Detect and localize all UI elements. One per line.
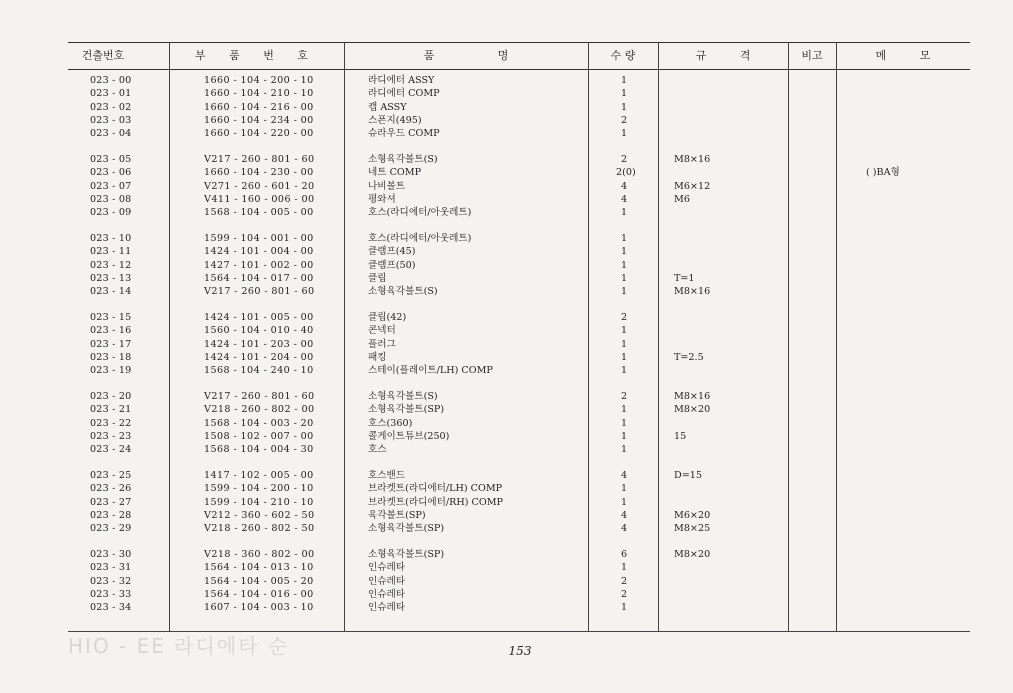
part-name-cell: 스폰지(495) — [368, 114, 422, 126]
part-number-cell: V271 - 260 - 601 - 20 — [204, 180, 315, 192]
table-row — [68, 496, 970, 509]
part-name-cell: 인슈레타 — [368, 575, 406, 587]
table-row — [68, 114, 970, 127]
figure-number-cell: 023 - 15 — [90, 312, 132, 323]
parts-table — [68, 42, 970, 70]
quantity-cell: 1 — [620, 272, 628, 284]
part-number-cell: V218 - 260 - 802 - 50 — [204, 523, 315, 535]
quantity-cell: 2 — [620, 588, 628, 600]
part-name-cell: 호스(라디에터/아웃레트) — [368, 233, 472, 244]
figure-number-cell: 023 - 29 — [90, 523, 132, 535]
part-name-cell: 브라켓트(라디에터/RH) COMP — [368, 496, 503, 508]
quantity-cell: 1 — [620, 444, 628, 456]
part-number-cell: 1568 - 104 - 005 - 00 — [204, 207, 314, 219]
figure-number-cell: 023 - 34 — [90, 602, 132, 614]
table-row — [68, 403, 970, 416]
table-row — [68, 74, 970, 87]
spec-cell: M8×20 — [674, 549, 711, 560]
part-number-cell: V217 - 260 - 801 - 60 — [204, 154, 315, 165]
table-row — [68, 522, 970, 535]
part-number-cell: 1660 - 104 - 200 - 10 — [204, 75, 314, 86]
table-row — [68, 245, 970, 258]
part-number-cell: 1660 - 104 - 234 - 00 — [204, 114, 314, 126]
figure-number-cell: 023 - 19 — [90, 365, 132, 377]
part-name-cell: 플러그 — [368, 338, 396, 350]
part-name-cell: 스테이(플레이트/LH) COMP — [368, 365, 493, 377]
part-name-cell: 클램프(50) — [368, 259, 416, 271]
part-number-cell: 1427 - 101 - 002 - 00 — [204, 259, 314, 271]
part-number-cell: 1560 - 104 - 010 - 40 — [204, 325, 314, 337]
table-row — [68, 430, 970, 443]
spec-cell: M6×12 — [674, 180, 711, 192]
table-row — [68, 548, 970, 561]
table-row — [68, 351, 970, 364]
part-number-cell: 1424 - 101 - 204 - 00 — [204, 351, 314, 363]
part-number-cell: 1568 - 104 - 240 - 10 — [204, 365, 314, 377]
quantity-cell: 1 — [620, 365, 628, 377]
part-name-cell: 콜게이트튜브(250) — [368, 430, 450, 442]
quantity-cell: 1 — [620, 417, 628, 429]
quantity-cell: 2 — [620, 391, 628, 402]
quantity-cell: 1 — [620, 602, 628, 614]
figure-number-cell: 023 - 20 — [90, 391, 132, 402]
part-name-cell: 소형육각볼트(S) — [368, 391, 438, 402]
table-row — [68, 364, 970, 377]
quantity-cell: 1 — [620, 101, 628, 113]
figure-number-cell: 023 - 27 — [90, 496, 132, 508]
table-row — [68, 127, 970, 140]
quantity-cell: 2 — [620, 154, 628, 165]
part-name-cell: 클립(42) — [368, 312, 407, 323]
part-name-cell: 나비볼트 — [368, 180, 406, 192]
spec-cell: M8×16 — [674, 286, 711, 298]
figure-number-cell: 023 - 23 — [90, 430, 132, 442]
part-number-cell: V411 - 160 - 006 - 00 — [204, 193, 315, 205]
quantity-cell: 2 — [620, 575, 628, 587]
quantity-cell: 1 — [620, 562, 628, 574]
part-name-cell: 인슈레타 — [368, 588, 406, 600]
part-name-cell: 슈라우드 COMP — [368, 128, 440, 140]
figure-number-cell: 023 - 00 — [90, 75, 132, 86]
part-number-cell: 1660 - 104 - 220 - 00 — [204, 128, 314, 140]
quantity-cell: 1 — [620, 338, 628, 350]
quantity-cell: 4 — [620, 523, 628, 535]
quantity-cell: 2 — [620, 114, 628, 126]
part-number-cell: V218 - 260 - 802 - 00 — [204, 404, 315, 416]
table-row — [68, 101, 970, 114]
quantity-cell: 4 — [620, 193, 628, 205]
quantity-cell: 6 — [620, 549, 628, 560]
table-row — [68, 601, 970, 614]
figure-number-cell: 023 - 24 — [90, 444, 132, 456]
figure-number-cell: 023 - 11 — [90, 246, 132, 258]
figure-number-cell: 023 - 09 — [90, 207, 132, 219]
part-name-cell: 클립 — [368, 272, 387, 284]
figure-number-cell: 023 - 32 — [90, 575, 132, 587]
figure-number-cell: 023 - 22 — [90, 417, 132, 429]
part-number-cell: 1660 - 104 - 216 - 00 — [204, 101, 314, 113]
table-row — [68, 509, 970, 522]
table-row — [68, 575, 970, 588]
table-row — [68, 193, 970, 206]
part-name-cell: 콘넥터 — [368, 325, 396, 337]
part-number-cell: V218 - 360 - 802 - 00 — [204, 549, 315, 560]
figure-number-cell: 023 - 13 — [90, 272, 132, 284]
header-remarks: 비고 — [801, 49, 823, 62]
header-part-name: 품 명 — [423, 49, 509, 62]
part-number-cell: 1564 - 104 - 016 - 00 — [204, 588, 314, 600]
figure-number-cell: 023 - 06 — [90, 167, 132, 179]
part-name-cell: 소형육각볼트(S) — [368, 154, 438, 165]
header-memo: 메 모 — [875, 49, 931, 62]
figure-number-cell: 023 - 14 — [90, 286, 132, 298]
part-number-cell: 1660 - 104 - 230 - 00 — [204, 167, 314, 179]
quantity-cell: 4 — [620, 509, 628, 521]
figure-number-cell: 023 - 07 — [90, 180, 132, 192]
part-name-cell: 라디에터 COMP — [368, 88, 440, 100]
part-number-cell: 1564 - 104 - 005 - 20 — [204, 575, 314, 587]
quantity-cell: 1 — [620, 351, 628, 363]
figure-number-cell: 023 - 28 — [90, 509, 132, 521]
quantity-cell: 1 — [620, 88, 628, 100]
quantity-cell: 2(0) — [616, 167, 636, 179]
part-name-cell: 네트 COMP — [368, 167, 422, 179]
table-row — [68, 259, 970, 272]
spec-cell: M6×20 — [674, 509, 711, 521]
bleed-through-text: HIO - EE 라디에타 순 — [68, 634, 290, 658]
quantity-cell: 1 — [620, 325, 628, 337]
spec-cell: M8×16 — [674, 391, 711, 402]
part-name-cell: 호스 — [368, 444, 387, 456]
figure-number-cell: 023 - 03 — [90, 114, 132, 126]
part-name-cell: 인슈레타 — [368, 562, 406, 574]
table-row — [68, 324, 970, 337]
header-figure-number: 건출번호 — [81, 49, 125, 62]
memo-cell: ( )BA형 — [866, 167, 900, 179]
part-number-cell: 1599 - 104 - 210 - 10 — [204, 496, 314, 508]
figure-number-cell: 023 - 05 — [90, 154, 132, 165]
figure-number-cell: 023 - 02 — [90, 101, 132, 113]
table-row — [68, 232, 970, 245]
table-row — [68, 561, 970, 574]
part-number-cell: 1564 - 104 - 017 - 00 — [204, 272, 314, 284]
figure-number-cell: 023 - 33 — [90, 588, 132, 600]
figure-number-cell: 023 - 30 — [90, 549, 132, 560]
part-name-cell: 소형육각볼트(SP) — [368, 404, 445, 416]
figure-number-cell: 023 - 16 — [90, 325, 132, 337]
table-row — [68, 417, 970, 430]
part-name-cell: 라디에터 ASSY — [368, 75, 435, 86]
table-row — [68, 390, 970, 403]
figure-number-cell: 023 - 08 — [90, 193, 132, 205]
figure-number-cell: 023 - 17 — [90, 338, 132, 350]
spec-cell: D=15 — [674, 470, 702, 481]
part-number-cell: 1564 - 104 - 013 - 10 — [204, 562, 314, 574]
figure-number-cell: 023 - 26 — [90, 483, 132, 495]
table-row — [68, 166, 970, 179]
part-name-cell: 브라켓트(라디에터/LH) COMP — [368, 483, 503, 495]
part-name-cell: 인슈레타 — [368, 602, 406, 614]
part-number-cell: 1568 - 104 - 003 - 20 — [204, 417, 314, 429]
spec-cell: T=1 — [674, 272, 695, 284]
part-number-cell: 1424 - 101 - 004 - 00 — [204, 246, 314, 258]
header-spec: 규 격 — [695, 49, 751, 62]
table-row — [68, 206, 970, 219]
figure-number-cell: 023 - 04 — [90, 128, 132, 140]
table-row — [68, 285, 970, 298]
figure-number-cell: 023 - 18 — [90, 351, 132, 363]
spec-cell: M6 — [674, 193, 690, 205]
quantity-cell: 2 — [620, 312, 628, 323]
quantity-cell: 1 — [620, 259, 628, 271]
table-row — [68, 87, 970, 100]
part-number-cell: 1424 - 101 - 203 - 00 — [204, 338, 314, 350]
figure-number-cell: 023 - 10 — [90, 233, 132, 244]
quantity-cell: 4 — [620, 180, 628, 192]
quantity-cell: 1 — [620, 286, 628, 298]
quantity-cell: 1 — [620, 207, 628, 219]
part-name-cell: 평와셔 — [368, 193, 396, 205]
quantity-cell: 1 — [620, 496, 628, 508]
part-name-cell: 클램프(45) — [368, 246, 416, 258]
table-row — [68, 153, 970, 166]
table-row — [68, 469, 970, 482]
quantity-cell: 1 — [620, 75, 628, 86]
spec-cell: M8×25 — [674, 523, 711, 535]
part-name-cell: 호스(라디에터/아웃레트) — [368, 207, 472, 219]
page-number: 153 — [508, 644, 532, 658]
part-name-cell: 캡 ASSY — [368, 101, 407, 113]
header-part-number: 부 품 번 호 — [195, 49, 318, 62]
part-number-cell: 1599 - 104 - 001 - 00 — [204, 233, 314, 244]
table-row — [68, 180, 970, 193]
quantity-cell: 1 — [620, 404, 628, 416]
part-name-cell: 패킹 — [368, 351, 387, 363]
quantity-cell: 1 — [620, 233, 628, 244]
part-number-cell: 1660 - 104 - 210 - 10 — [204, 88, 314, 100]
part-name-cell: 육각볼트(SP) — [368, 509, 426, 521]
part-name-cell: 소형육각볼트(S) — [368, 286, 438, 298]
table-row — [68, 443, 970, 456]
part-name-cell: 소형육각볼트(SP) — [368, 549, 445, 560]
table-header — [68, 43, 970, 70]
part-number-cell: 1568 - 104 - 004 - 30 — [204, 444, 314, 456]
table-row — [68, 338, 970, 351]
spec-cell: M8×16 — [674, 154, 711, 165]
figure-number-cell: 023 - 12 — [90, 259, 132, 271]
quantity-cell: 1 — [620, 246, 628, 258]
part-number-cell: 1508 - 102 - 007 - 00 — [204, 430, 314, 442]
part-name-cell: 소형육각볼트(SP) — [368, 523, 445, 535]
part-name-cell: 호스(360) — [368, 417, 413, 429]
quantity-cell: 4 — [620, 470, 628, 481]
figure-number-cell: 023 - 01 — [90, 88, 132, 100]
quantity-cell: 1 — [620, 483, 628, 495]
part-number-cell: V217 - 260 - 801 - 60 — [204, 286, 315, 298]
figure-number-cell: 023 - 25 — [90, 470, 132, 481]
quantity-cell: 1 — [620, 128, 628, 140]
part-number-cell: V217 - 260 - 801 - 60 — [204, 391, 315, 402]
part-number-cell: 1599 - 104 - 200 - 10 — [204, 483, 314, 495]
part-number-cell: V212 - 360 - 602 - 50 — [204, 509, 315, 521]
quantity-cell: 1 — [620, 430, 628, 442]
part-number-cell: 1417 - 102 - 005 - 00 — [204, 470, 314, 481]
table-row — [68, 311, 970, 324]
spec-cell: T=2.5 — [674, 351, 704, 363]
figure-number-cell: 023 - 31 — [90, 562, 132, 574]
table-row — [68, 272, 970, 285]
table-row — [68, 482, 970, 495]
figure-number-cell: 023 - 21 — [90, 404, 132, 416]
table-row — [68, 588, 970, 601]
part-number-cell: 1607 - 104 - 003 - 10 — [204, 602, 314, 614]
header-quantity: 수 량 — [610, 49, 636, 62]
spec-cell: 15 — [674, 430, 687, 442]
spec-cell: M8×20 — [674, 404, 711, 416]
part-name-cell: 호스밴드 — [368, 470, 406, 481]
part-number-cell: 1424 - 101 - 005 - 00 — [204, 312, 314, 323]
